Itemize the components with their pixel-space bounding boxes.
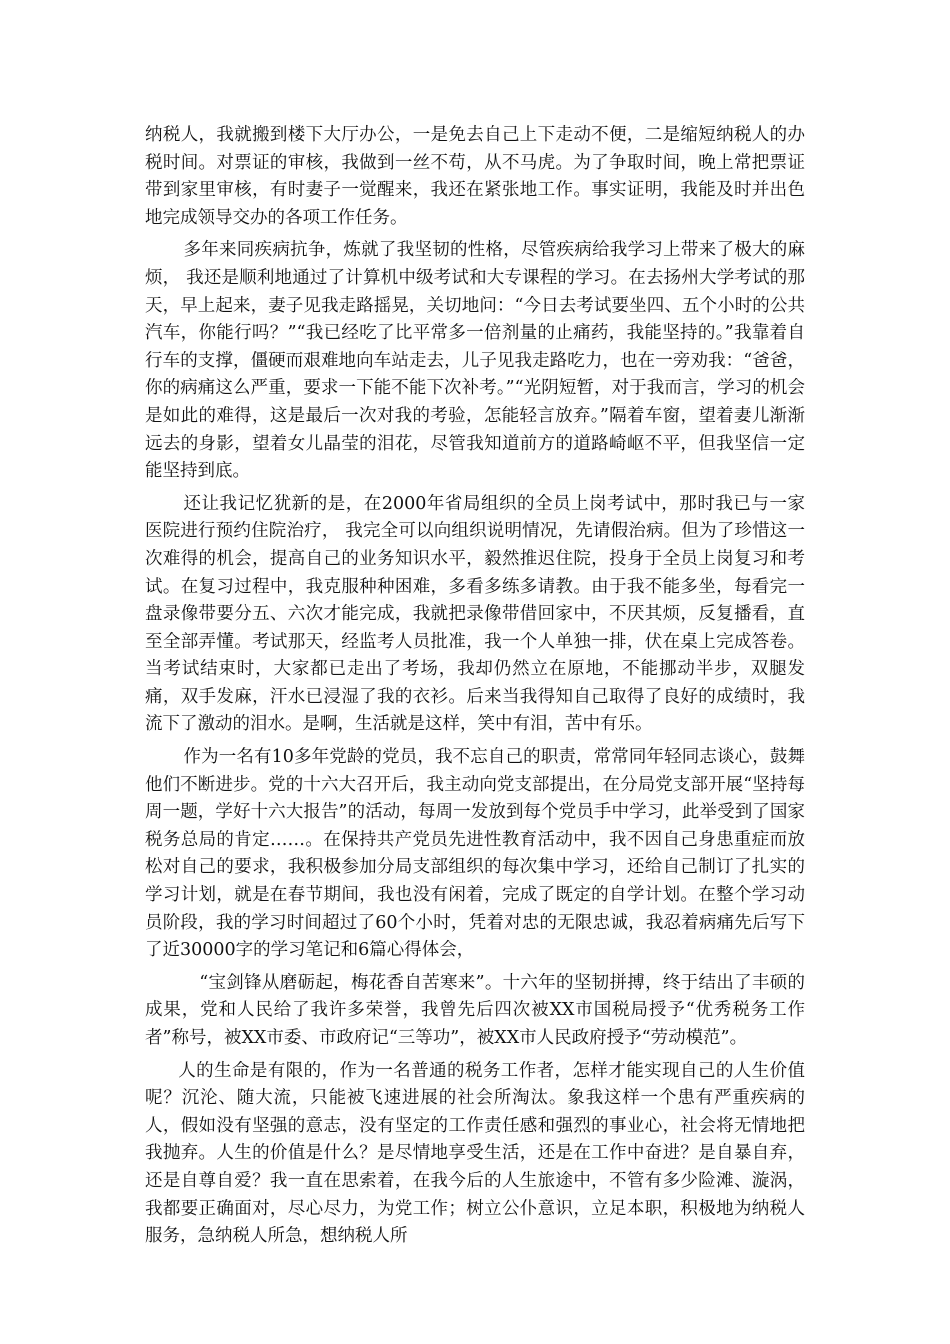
paragraph-tax-office-work: 纳税人，我就搬到楼下大厅办公，一是免去自己上下走动不便，二是缩短纳税人的办税时间。对票证的审核，我做到一丝不苟，从不马虎。为了争取时间，晚上常把票证带到家里审核，有时妻子一觉醒来，我还在紧张地工作。事实证明，我能及时并出色地完成领导交办的各项工作任务。 — [145, 125, 805, 228]
paragraph-exam-memory: 还让我记忆犹新的是，在2000年省局组织的全员上岗考试中，那时我已与一家医院进行预约住院治疗， 我完全可以向组织说明情况，先请假治病。但为了珍惜这一次难得的机会，提高自己的业务知识水平，毅然推迟住院，投身于全员上岗复习和考试。在复习过程中，我克服种种困难，多看多练多请教。由于我不能多坐，每看完一盘录像带要分五、六次才能完成，我就把录像带借回家中，不厌其烦，反复播看，直至全部弄懂。考试那天，经监考人员批准，我一个人单独一排，伏在桌上完成答卷。当考试结束时，大家都已走出了考场，我却仍然立在原地，不能挪动半步，双腿发痛，双手发麻，汗水已浸湿了我的衣衫。后来当我得知自己取得了良好的成绩时，我流下了激动的泪水。是啊，生活就是这样，笑中有泪，苦中有乐。 — [145, 493, 805, 735]
paragraph-party-member: 作为一名有10多年党龄的党员，我不忘自己的职责，常常同年轻同志谈心，鼓舞他们不断进步。党的十六大召开后，我主动向党支部提出，在分局党支部开展“坚持每周一题，学好十六大报告”的活动，每周一发放到每个党员手中学习，此举受到了国家税务总局的肯定……。在保持共产党员先进性教育活动中，我不因自己身患重症而放松对自己的要求，我积极参加分局支部组织的每次集中学习，还给自己制订了扎实的学习计划，就是在春节期间，我也没有闲着，完成了既定的自学计划。在整个学习动员阶段，我的学习时间超过了60个小时，凭着对忠的无限忠诚，我忍着病痛先后写下了近30000字的学习笔记和6篇心得体会， — [145, 747, 805, 961]
paragraph-honors: “宝剑锋从磨砺起，梅花香自苦寒来”。十六年的坚韧拼搏，终于结出了丰硕的成果，党和人民给了我许多荣誉，我曾先后四次被XX市国税局授予“优秀税务工作者”称号，被XX市委、市政府记“三等功”，被XX市人民政府授予“劳动模范”。 — [145, 972, 805, 1048]
document-body — [145, 122, 805, 1256]
paragraph-illness-study: 多年来同疾病抗争，炼就了我坚韧的性格，尽管疾病给我学习上带来了极大的麻烦， 我还是顺利地通过了计算机中级考试和大专课程的学习。在去扬州大学考试的那天，早上起来，妻子见我走路摇晃，关切地问：“今日去考试要坐四、五个小时的公共汽车，你能行吗？”“我已经吃了比平常多一倍剂量的止痛药，我能坚持的。”我靠着自行车的支撑，僵硬而艰难地向车站走去，儿子见我走路吃力，也在一旁劝我：“爸爸，你的病痛这么严重，要求一下能不能下次补考。”“光阴短暂，对于我而言，学习的机会是如此的难得，这是最后一次对我的考验，怎能轻言放弃。”隔着车窗，望着妻儿渐渐远去的身影，望着女儿晶莹的泪花，尽管我知道前方的道路崎岖不平，但我坚信一定能坚持到底。 — [145, 240, 805, 482]
paragraph-life-value: 人的生命是有限的，作为一名普通的税务工作者，怎样才能实现自己的人生价值呢？沉沦、随大流，只能被飞速进展的社会所淘汰。象我这样一个患有严重疾病的人，假如没有坚强的意志，没有坚定的工作责任感和强烈的事业心，社会将无情地把我抛弃。人生的价值是什么？是尽情地享受生活，还是在工作中奋进？是自暴自弃，还是自尊自爱？我一直在思索着，在我今后的人生旅途中，不管有多少险滩、漩涡，我都要正确面对，尽心尽力，为党工作；树立公仆意识，立足本职，积极地为纳税人服务，急纳税人所急，想纳税人所 — [145, 1060, 805, 1247]
